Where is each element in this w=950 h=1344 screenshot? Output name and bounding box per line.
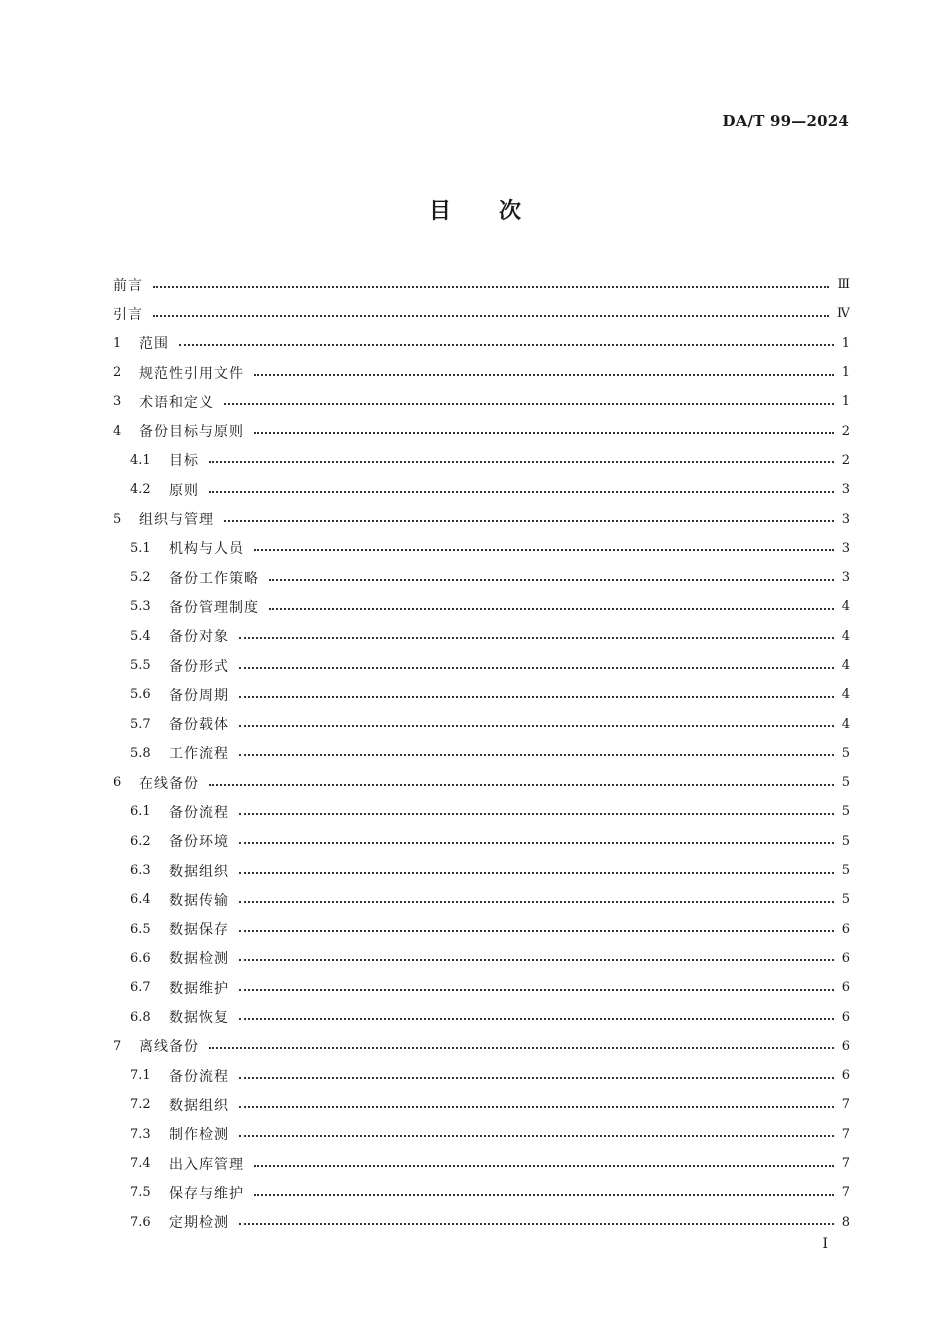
toc-entry-page: 4 (841, 658, 850, 673)
toc-entry-page: 5 (841, 745, 850, 761)
toc-entry-number: 4.1 (130, 452, 151, 468)
toc-entry-title: 备份形式 (169, 658, 229, 675)
toc-entry-title: 原则 (169, 482, 199, 499)
toc-dot-leader (254, 549, 834, 551)
toc-dot-leader (254, 374, 834, 376)
toc-entry-title: 数据检测 (169, 951, 229, 968)
toc-entry-number: 6.7 (130, 980, 151, 996)
toc-dot-leader (239, 930, 834, 932)
toc-dot-leader (224, 520, 834, 522)
toc-entry-number: 5.7 (130, 716, 151, 732)
toc-entry-page: 4 (841, 716, 850, 732)
toc-dot-leader (239, 1135, 834, 1137)
toc-entry-number: 5.1 (130, 540, 151, 556)
toc-entry-number: 2 (113, 365, 122, 381)
toc-dot-leader (239, 989, 834, 991)
toc-entry-page: 5 (841, 804, 850, 820)
toc-entry-title: 数据组织 (169, 1097, 229, 1114)
toc-entry-title: 备份流程 (169, 804, 229, 821)
toc-entry[interactable] (113, 358, 850, 387)
toc-dot-leader (239, 1077, 834, 1079)
toc-dot-leader (239, 901, 834, 903)
toc-entry[interactable] (113, 1090, 850, 1119)
toc-entry-page: 5 (841, 892, 850, 908)
toc-entry-number: 6.8 (130, 1009, 151, 1025)
toc-entry-title: 规范性引用文件 (139, 365, 244, 382)
toc-entry[interactable] (113, 1002, 850, 1031)
toc-entry-page: 7 (841, 1185, 850, 1201)
toc-entry[interactable] (113, 768, 850, 797)
toc-entry[interactable] (113, 1120, 850, 1149)
toc-entry-number: 7.4 (130, 1156, 151, 1172)
toc-heading: 目次 (428, 199, 569, 224)
footer-page-number: I (822, 1236, 828, 1252)
toc-entry-page: 6 (841, 950, 850, 966)
toc-entry-page: Ⅲ (837, 277, 850, 293)
toc-entry-page: 1 (841, 394, 850, 410)
toc-entry-number: 3 (113, 394, 122, 410)
toc-dot-leader (239, 959, 834, 961)
toc-entry-title: 机构与人员 (169, 541, 244, 558)
toc-entry-number: 7.5 (130, 1185, 151, 1201)
toc-entry-page: 3 (841, 482, 850, 498)
toc-entry-page: 1 (841, 365, 850, 381)
toc-entry-number: 5.8 (130, 745, 151, 761)
toc-entry-page: 6 (841, 980, 850, 996)
toc-entry[interactable] (113, 944, 850, 973)
toc-entry-number: 7.2 (130, 1097, 151, 1113)
toc-entry[interactable] (113, 739, 850, 768)
toc-entry-title: 数据传输 (169, 892, 229, 909)
toc-entry-number: 7.3 (130, 1126, 151, 1142)
toc-entry-page: 7 (841, 1126, 850, 1142)
toc-entry-number: 5.6 (130, 687, 151, 703)
toc-dot-leader (153, 315, 829, 317)
toc-dot-leader (153, 286, 829, 288)
toc-entry-page: 3 (841, 540, 850, 556)
toc-entry-title: 目标 (169, 453, 199, 470)
toc-entry[interactable] (113, 592, 850, 621)
toc-entry-title: 备份周期 (169, 687, 229, 704)
toc-entry-title: 数据恢复 (169, 1010, 229, 1027)
toc-dot-leader (239, 1018, 834, 1020)
toc-entry-title: 出入库管理 (169, 1156, 244, 1173)
toc-entry[interactable] (113, 827, 850, 856)
toc-entry[interactable] (113, 1178, 850, 1207)
toc-entry-title: 备份载体 (169, 717, 229, 734)
toc-entry-page: 3 (841, 511, 850, 527)
toc-entry-title: 工作流程 (169, 746, 229, 763)
toc-entry-title: 保存与维护 (169, 1185, 244, 1202)
toc-entry-number: 5.5 (130, 658, 151, 673)
toc-entry-title: 备份目标与原则 (139, 424, 244, 441)
toc-entry[interactable] (113, 446, 850, 475)
toc-entry-title: 备份管理制度 (169, 599, 259, 616)
toc-entry-title: 数据组织 (169, 863, 229, 880)
toc-dot-leader (239, 725, 834, 727)
toc-dot-leader (239, 637, 834, 639)
toc-entry-title: 备份流程 (169, 1068, 229, 1085)
toc-entry[interactable] (113, 973, 850, 1002)
toc-entry-page: 4 (841, 687, 850, 703)
toc-entry[interactable] (113, 1149, 850, 1178)
toc-entry-page: 7 (841, 1156, 850, 1172)
toc-entry-title: 组织与管理 (139, 512, 214, 529)
toc-entry-page: 6 (841, 1009, 850, 1025)
toc-entry-number: 5.2 (130, 570, 151, 586)
toc-entry[interactable] (113, 622, 850, 651)
toc-entry-page: 5 (841, 775, 850, 791)
toc-entry-number: 6.4 (130, 892, 151, 908)
toc-dot-leader (209, 784, 834, 786)
toc-dot-leader (269, 579, 834, 581)
toc-entry-title: 备份工作策略 (169, 570, 259, 587)
toc-dot-leader (224, 403, 834, 405)
toc-entry-number: 5.3 (130, 599, 151, 615)
toc-dot-leader (239, 754, 834, 756)
toc-entry-page: Ⅳ (837, 306, 850, 322)
toc-entry[interactable] (113, 416, 850, 445)
toc-entry-number: 7.6 (130, 1214, 151, 1230)
document-code: DA/T 99—2024 (722, 112, 849, 130)
toc-entry-number: 6.3 (130, 863, 151, 879)
toc-entry[interactable] (113, 1061, 850, 1090)
toc-entry-page: 3 (841, 570, 850, 586)
toc-entry[interactable] (113, 475, 850, 504)
toc-entry[interactable] (113, 504, 850, 533)
toc-dot-leader (239, 872, 834, 874)
toc-dot-leader (239, 667, 834, 669)
toc-dot-leader (239, 696, 834, 698)
toc-dot-leader (239, 813, 834, 815)
toc-entry[interactable] (113, 856, 850, 885)
toc-dot-leader (239, 842, 834, 844)
toc-entry-title: 备份对象 (169, 629, 229, 646)
toc-entry-number: 5 (113, 511, 122, 527)
toc-entry-number: 6.6 (130, 950, 151, 966)
toc-entry-number: 6.2 (130, 833, 151, 849)
toc-dot-leader (269, 608, 834, 610)
toc-entry-page: 5 (841, 833, 850, 849)
toc-entry-page: 7 (841, 1097, 850, 1113)
toc-entry-title: 在线备份 (139, 775, 199, 792)
toc-entry-title: 备份环境 (169, 834, 229, 851)
toc-entry-page: 2 (841, 452, 850, 468)
toc-entry-page: 6 (841, 921, 850, 937)
toc-dot-leader (209, 461, 834, 463)
toc-entry-number: 6.5 (130, 921, 151, 937)
toc-entry-number: 1 (113, 335, 122, 351)
toc-dot-leader (179, 344, 834, 346)
toc-entry[interactable] (113, 709, 850, 738)
toc-entry-number: 6 (113, 775, 122, 791)
toc-entry-title: 范围 (139, 336, 169, 353)
toc-entry[interactable] (113, 1208, 850, 1237)
toc-entry-number: 5.4 (130, 628, 151, 644)
toc-entry-page: 4 (841, 599, 850, 615)
toc-entry[interactable] (113, 270, 850, 299)
toc-entry-page: 5 (841, 863, 850, 879)
toc-entry[interactable] (113, 797, 850, 826)
toc-entry[interactable] (113, 329, 850, 358)
toc-entry-page: 1 (841, 335, 850, 351)
toc-dot-leader (239, 1223, 834, 1225)
toc-entry-number: 7 (113, 1038, 122, 1054)
toc-entry[interactable] (113, 1032, 850, 1061)
toc-entry-title: 数据保存 (169, 922, 229, 939)
toc-dot-leader (254, 432, 834, 434)
toc-entry[interactable] (113, 387, 850, 416)
toc-entry[interactable] (113, 885, 850, 914)
toc-dot-leader (254, 1194, 834, 1196)
table-of-contents (113, 270, 850, 1237)
toc-entry-title: 定期检测 (169, 1215, 229, 1232)
toc-entry-title: 制作检测 (169, 1127, 229, 1144)
toc-entry-page: 2 (841, 423, 850, 439)
toc-entry-page: 6 (841, 1068, 850, 1084)
toc-entry[interactable] (113, 680, 850, 709)
toc-dot-leader (209, 1047, 834, 1049)
toc-entry[interactable] (113, 651, 850, 680)
toc-entry-title: 离线备份 (139, 1039, 199, 1056)
toc-entry-title: 前言 (113, 277, 143, 294)
toc-entry-title: 引言 (113, 306, 143, 323)
toc-entry[interactable] (113, 534, 850, 563)
toc-entry-number: 7.1 (130, 1068, 151, 1084)
toc-entry-number: 6.1 (130, 804, 151, 820)
toc-entry[interactable] (113, 563, 850, 592)
toc-dot-leader (239, 1106, 834, 1108)
toc-entry-title: 数据维护 (169, 980, 229, 997)
toc-entry-number: 4 (113, 423, 122, 439)
toc-dot-leader (254, 1165, 834, 1167)
toc-entry[interactable] (113, 299, 850, 328)
toc-dot-leader (209, 491, 834, 493)
toc-entry-title: 术语和定义 (139, 394, 214, 411)
toc-entry-page: 8 (841, 1214, 850, 1230)
toc-entry-page: 4 (841, 628, 850, 644)
toc-entry[interactable] (113, 915, 850, 944)
toc-entry-page: 6 (841, 1038, 850, 1054)
toc-entry-number: 4.2 (130, 482, 151, 498)
